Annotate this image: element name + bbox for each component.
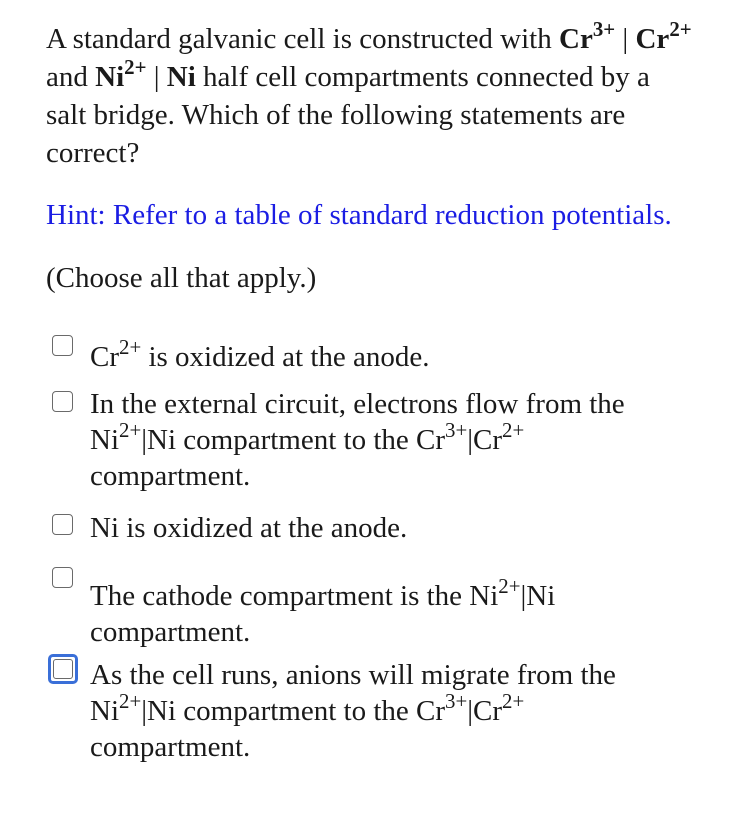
question-text: A standard galvanic cell is constructed with $Cr^{3+}$ | $Cr^{2+}$ and $Ni^{2+}$ | Ni half cell compartments connected by a salt bridge. Which of the following statements are correct? <box>46 17 692 169</box>
option-5-label: As the cell runs, anions will migrate from the $Ni^{2+}|Ni$ compartment to the $Cr^{3+}|Cr^{2+}$ compartment. <box>90 659 616 763</box>
checkbox-option-2[interactable] <box>52 391 73 412</box>
option-1-label: $Cr^{2+}$ is oxidized at the anode. <box>90 335 430 373</box>
checkbox-option-4[interactable] <box>52 567 73 588</box>
hint-text: Hint: Refer to a table of standard reduction potentials. <box>46 199 672 231</box>
option-3-label: Ni is oxidized at the anode. <box>90 512 408 544</box>
checkbox-option-1[interactable] <box>52 335 73 356</box>
checkbox-option-3[interactable] <box>52 514 73 535</box>
checkbox-inner <box>53 659 73 679</box>
instruction-text: (Choose all that apply.) <box>46 262 317 294</box>
option-4-label: The cathode compartment is the $Ni^{2+}|Ni$ compartment. <box>90 574 556 648</box>
option-2-label: In the external circuit, electrons flow from the $Ni^{2+}|Ni$ compartment to the $Cr^{3+}|Cr^{2+}$ compartment. <box>90 388 625 492</box>
checkbox-option-5[interactable] <box>48 654 78 684</box>
